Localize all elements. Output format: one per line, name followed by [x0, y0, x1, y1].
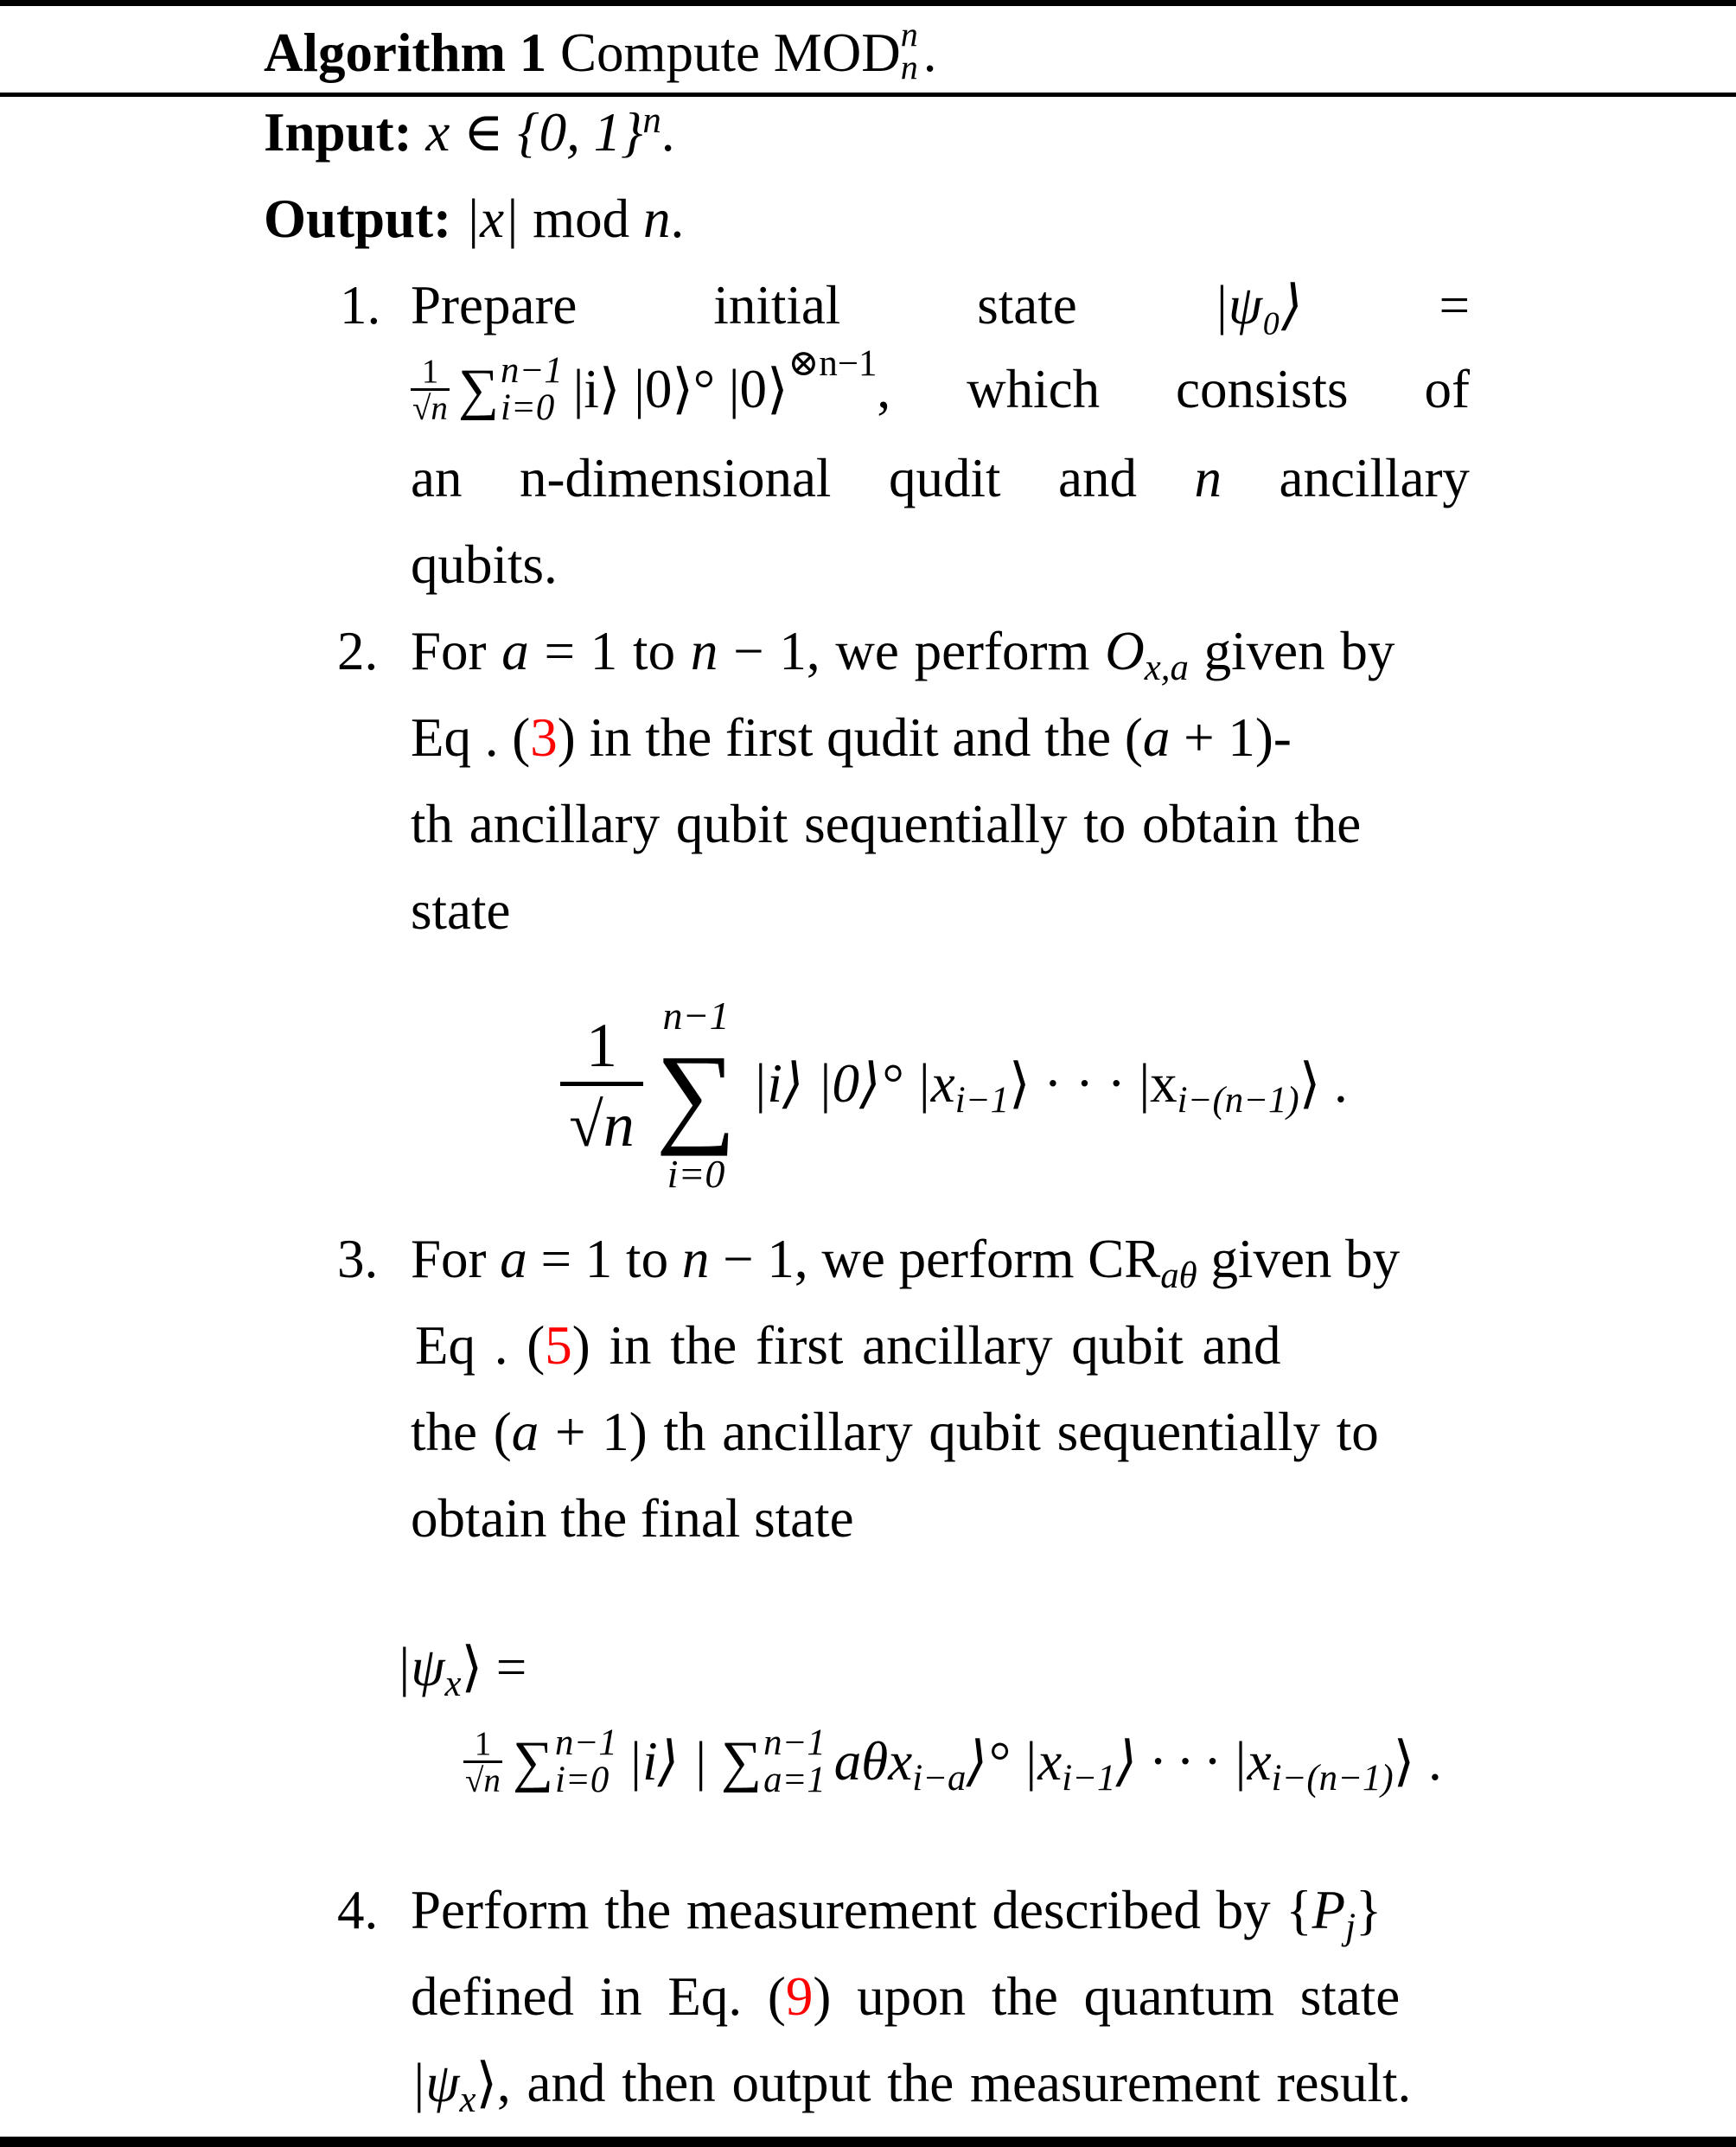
output-mod: mod — [519, 189, 643, 249]
title-subscript: n — [900, 48, 918, 86]
step1-line1 — [411, 275, 1470, 335]
expr-part: ⟩° |x — [966, 1731, 1063, 1792]
step3-text: − 1, we perform CR — [709, 1229, 1161, 1289]
var-P: P — [1312, 1880, 1346, 1940]
output-abs-x: |x| — [464, 189, 520, 249]
output-period: . — [670, 189, 685, 249]
step1-word: which — [967, 359, 1101, 420]
sum-limits — [555, 1722, 617, 1800]
equals: ⟩ = — [461, 1637, 527, 1697]
step3-text: + 1) th ancillary qubit sequentially to — [539, 1402, 1379, 1462]
step1-word: and — [1058, 448, 1137, 508]
fraction-numerator: 1 — [421, 352, 439, 390]
step1-fraction — [411, 352, 450, 427]
equation-reference-link[interactable]: 3 — [530, 707, 558, 768]
expr-part: |i⟩ | — [627, 1731, 721, 1792]
output-n: n — [642, 189, 671, 249]
sum-upper: n−1 — [662, 994, 730, 1038]
psi-ket: |ψ — [396, 1637, 445, 1697]
oracle-subscript: x,a — [1144, 647, 1189, 688]
sum-lower: a=1 — [763, 1759, 826, 1800]
fraction-numerator: 1 — [474, 1724, 492, 1762]
step2-text: − 1, we perform — [718, 621, 1106, 681]
step-number-1: 1. — [340, 275, 381, 335]
expr-subscript: i−(n−1) — [1271, 1758, 1394, 1799]
var-n: n — [690, 621, 718, 681]
expr-part: ⟩ · · · |x — [1009, 1053, 1178, 1114]
step4-text: ) upon the quantum state — [813, 1966, 1401, 2027]
bottom-rule — [0, 2137, 1736, 2147]
step-number-4: 4. — [337, 1880, 379, 1940]
sum-limits — [501, 350, 563, 428]
P-subscript: j — [1345, 1906, 1356, 1947]
step1-psi0: |ψ₀⟩ — [1213, 275, 1303, 335]
var-a: a — [1142, 707, 1171, 768]
expr-subscript: i−(n−1) — [1177, 1079, 1299, 1121]
step1-word: Prepare — [411, 275, 578, 335]
step4-line3 — [411, 2053, 1412, 2120]
step2-text: + 1)- — [1170, 707, 1292, 768]
algorithm-name: Compute MOD — [559, 22, 901, 83]
psi-subscript: x — [459, 2079, 476, 2120]
algorithm-title — [264, 15, 937, 86]
step3-text: given by — [1197, 1229, 1401, 1289]
step1-equals: = — [1439, 275, 1470, 335]
step4-text: Perform the measurement described by { — [411, 1880, 1312, 1940]
cr-subscript: aθ — [1160, 1255, 1197, 1296]
step1-word: consists — [1176, 359, 1349, 420]
step1-word: n — [1194, 448, 1222, 508]
step3-line1 — [411, 1229, 1401, 1296]
step4-text: defined in Eq. ( — [411, 1966, 786, 2027]
output-line — [264, 189, 685, 249]
display-expression — [752, 1053, 1348, 1121]
step2-line3: th ancillary qubit sequentially to obtain the — [411, 794, 1362, 854]
step2-line1 — [411, 621, 1395, 688]
step3-text: the ( — [411, 1402, 512, 1462]
step3-text: Eq . ( — [415, 1315, 546, 1376]
step4-line2 — [411, 1966, 1401, 2027]
sum-lower: i=0 — [555, 1759, 610, 1800]
final-state-lhs — [396, 1637, 527, 1704]
sum-upper: n−1 — [501, 350, 563, 391]
input-line — [264, 99, 675, 163]
step1-word: of — [1424, 359, 1470, 420]
step2-text: For — [411, 621, 502, 681]
step1-line2: $\frac{1}{√n}$ ∑ n−1 i=0 |i⟩ |0⟩° |0⟩ $^{\otimes n-1}$ , which consists of — [412, 342, 1470, 428]
input-period: . — [661, 102, 675, 163]
input-label: Input: — [264, 102, 412, 163]
fraction-numerator: 1 — [586, 1011, 617, 1080]
step1-word: state — [977, 275, 1077, 335]
var-a: a — [500, 1229, 527, 1289]
final-state-rhs — [463, 1722, 1442, 1800]
psi-ket: |ψ — [411, 2053, 460, 2113]
psi-subscript: x — [444, 1663, 462, 1704]
sum-sign: ∑ — [512, 1729, 554, 1793]
step4-line1 — [411, 1880, 1382, 1947]
step-number-3: 3. — [337, 1229, 379, 1289]
algorithm-label: Algorithm 1 — [264, 22, 547, 83]
expr-part: |i⟩ |0⟩° |x — [752, 1053, 955, 1114]
step1-state-expr: |i⟩ |0⟩° |0⟩ — [572, 359, 788, 420]
step3-text: = 1 to — [527, 1229, 682, 1289]
step4-text: } — [1356, 1880, 1382, 1940]
step3-line3 — [411, 1402, 1379, 1462]
display-sum — [648, 993, 744, 1197]
var-a: a — [501, 621, 529, 681]
step1-word: qudit — [888, 448, 1001, 508]
sum-sign: ∑ — [655, 1032, 737, 1157]
step4-text: ⟩, and then output the measurement result. — [475, 2053, 1412, 2113]
step1-word: an — [411, 448, 463, 508]
header-rule — [0, 93, 1736, 97]
step1-word: ancillary — [1279, 448, 1470, 508]
step3-text: For — [411, 1229, 501, 1289]
step3-text: ) in the first ancillary qubit and — [571, 1315, 1281, 1376]
equation-reference-link[interactable]: 9 — [785, 1966, 814, 2027]
top-rule — [0, 0, 1736, 6]
comma: , — [877, 359, 891, 420]
expr-part: ⟩ . — [1393, 1731, 1442, 1792]
step3-line2 — [415, 1315, 1281, 1376]
step-number-2: 2. — [337, 621, 379, 681]
step2-text: = 1 to — [528, 621, 691, 681]
step2-line2 — [411, 707, 1292, 768]
fraction-denominator: √n — [412, 389, 448, 427]
step3-line4: obtain the final state — [411, 1488, 854, 1549]
var-a: a — [511, 1402, 539, 1462]
rhs-fraction — [463, 1724, 502, 1799]
expr-part: ⟩ . — [1299, 1053, 1348, 1114]
sum-limits — [763, 1722, 826, 1800]
step1-word: initial — [713, 275, 841, 335]
sum-upper: n−1 — [555, 1722, 617, 1763]
step2-text: given by — [1188, 621, 1395, 681]
step1-line3 — [411, 448, 1470, 508]
step2-text: Eq . ( — [411, 707, 531, 768]
input-superscript: n — [642, 99, 661, 141]
sum-lower: i=0 — [667, 1152, 725, 1196]
sum-lower: i=0 — [501, 387, 555, 428]
var-n: n — [681, 1229, 710, 1289]
step1-word: n-dimensional — [520, 448, 832, 508]
equation-reference-link[interactable]: 5 — [545, 1315, 572, 1376]
step2-text: ) in the first qudit and the ( — [557, 707, 1143, 768]
sum-sign: ∑ — [457, 357, 500, 421]
fraction-denominator: √n — [560, 1082, 643, 1161]
expr-part: aθx — [833, 1731, 913, 1792]
step1-line4: qubits. — [411, 534, 558, 595]
step2-line4: state — [411, 880, 511, 941]
oracle-O: O — [1105, 621, 1145, 681]
expr-subscript: i−1 — [1062, 1758, 1116, 1799]
input-value: x ∈ {0, 1} — [425, 102, 643, 163]
sum-upper: n−1 — [763, 1722, 826, 1763]
expr-subscript: i−1 — [954, 1079, 1009, 1121]
output-label: Output: — [264, 189, 452, 249]
fraction-denominator: √n — [465, 1761, 501, 1799]
display-fraction — [560, 1010, 643, 1161]
sum-sign: ∑ — [721, 1729, 763, 1793]
expr-subscript: i−a — [912, 1758, 967, 1799]
title-superscript: n — [900, 15, 918, 54]
expr-part: ⟩ · · · |x — [1115, 1731, 1272, 1792]
title-period: . — [922, 22, 937, 83]
